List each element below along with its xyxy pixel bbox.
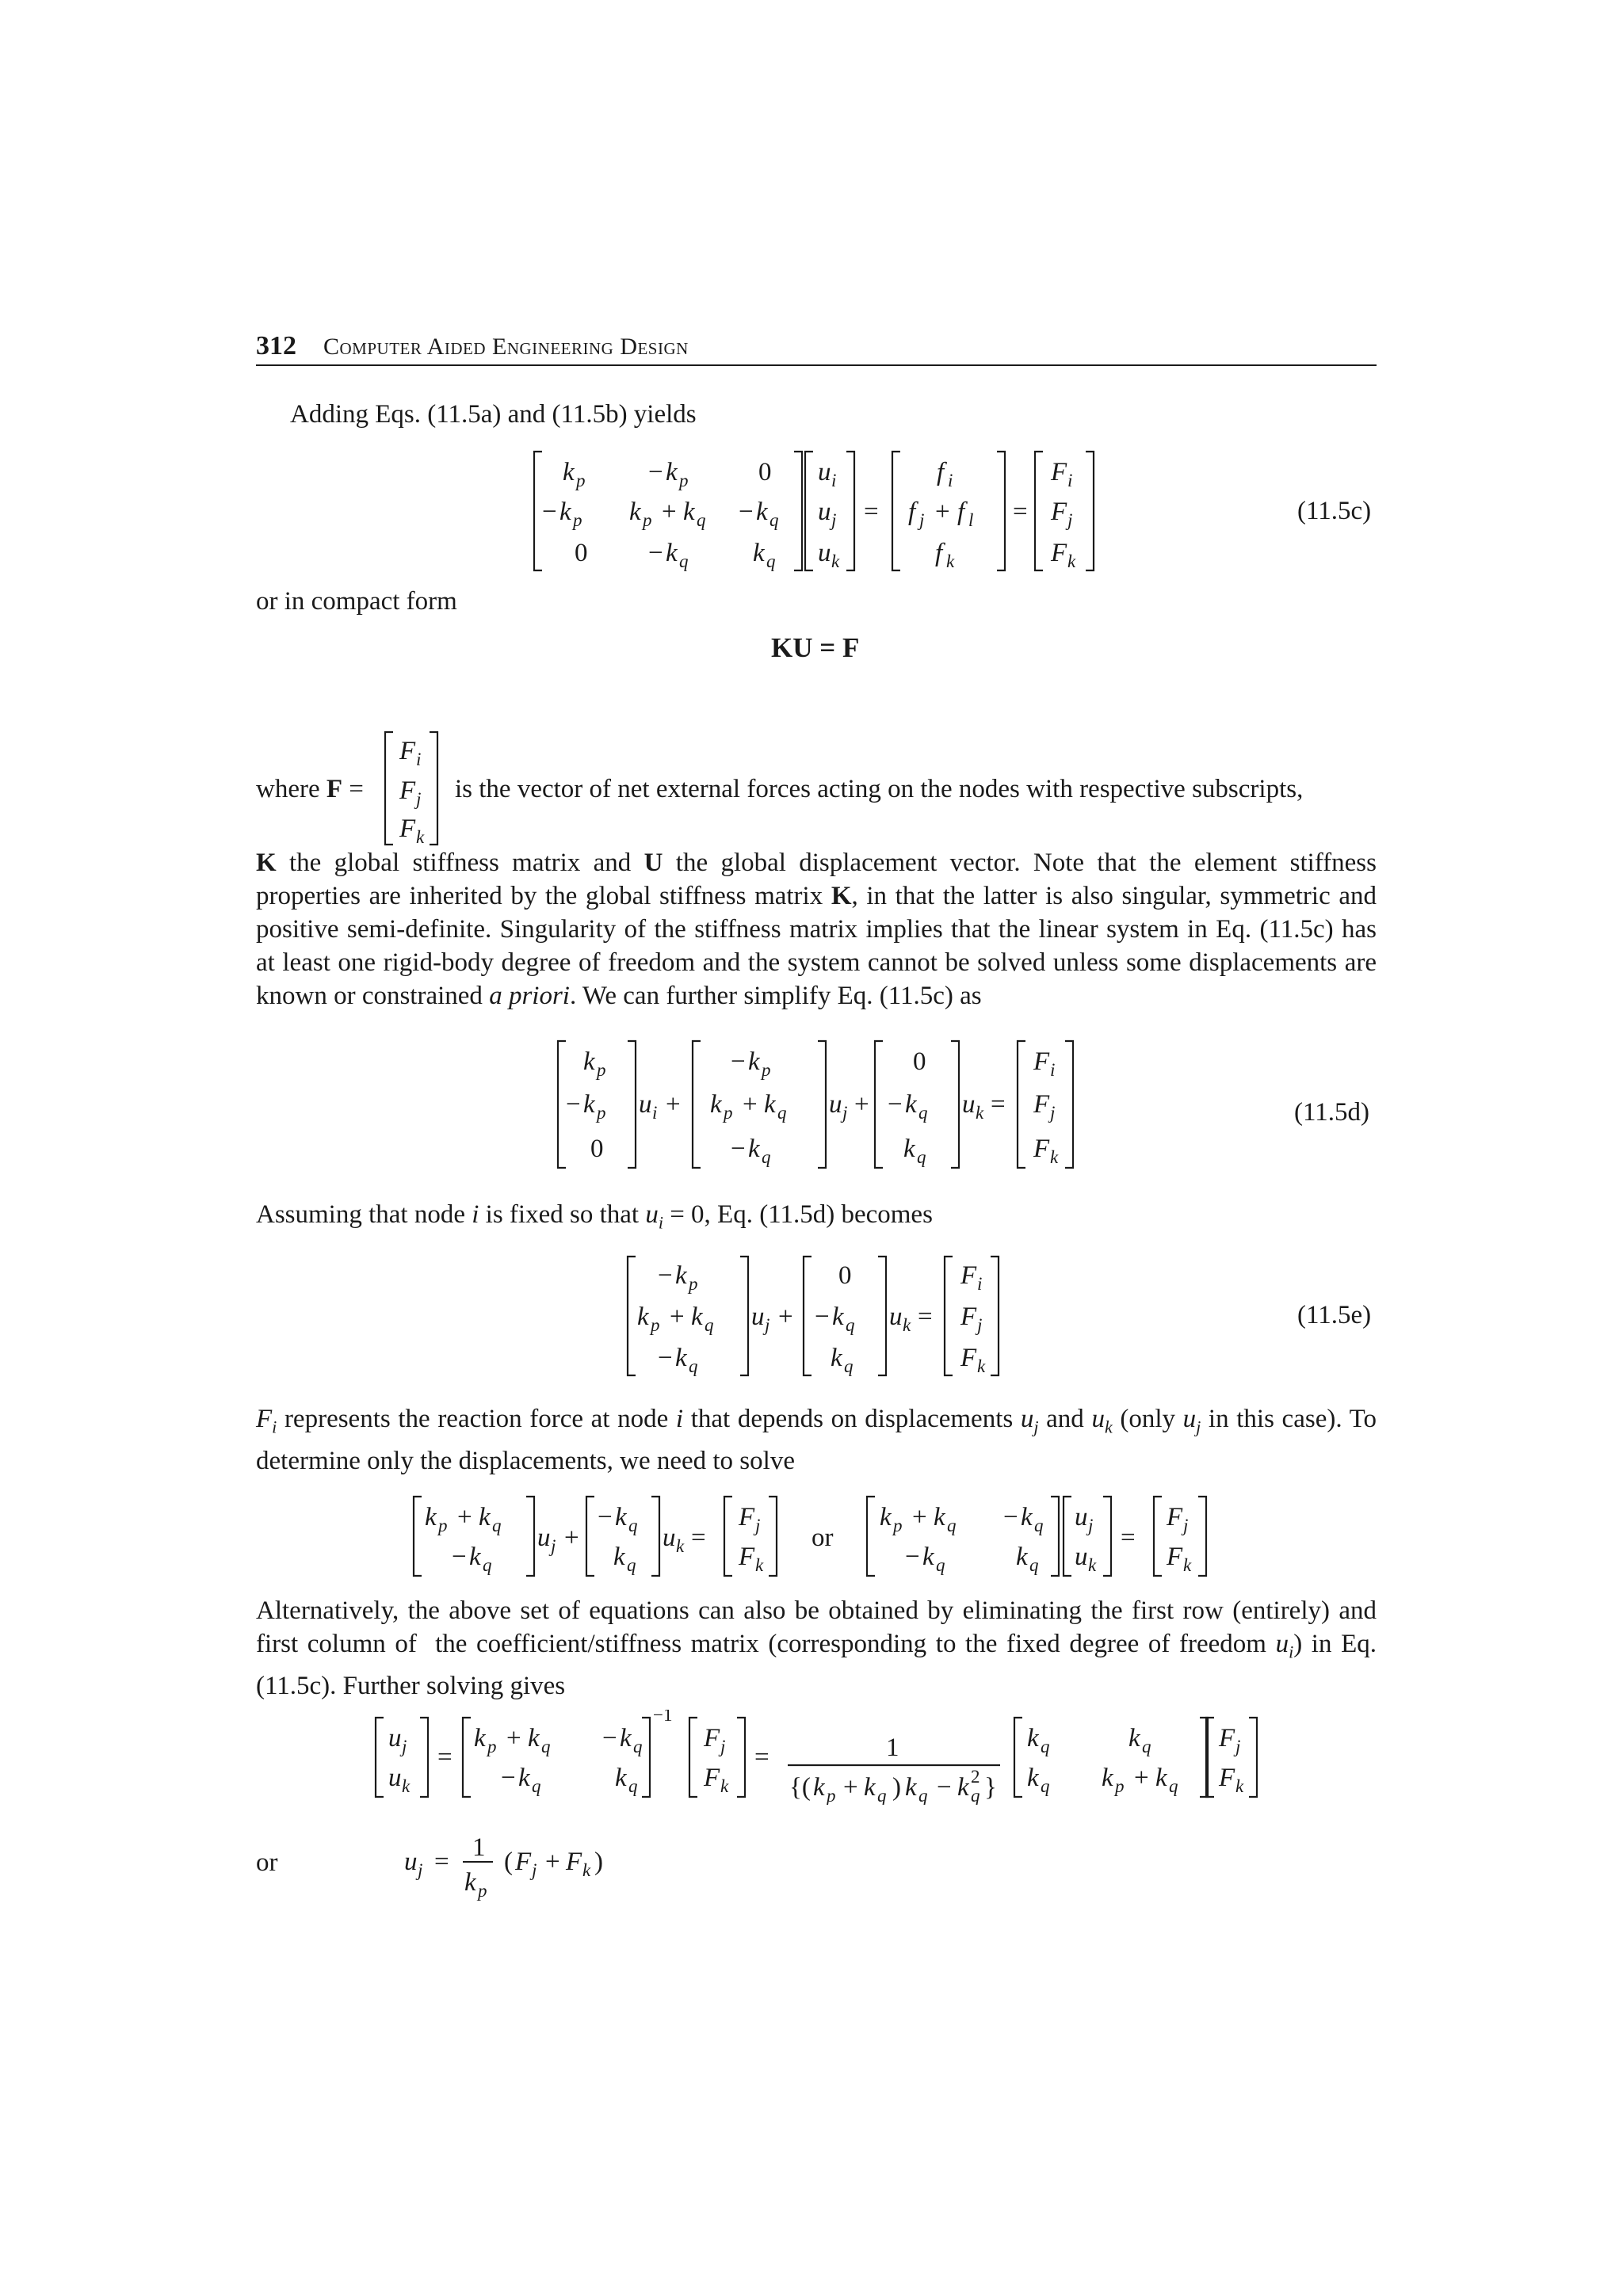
svg-text:+: +	[564, 1524, 579, 1552]
svg-text:i: i	[416, 749, 422, 769]
svg-text:k: k	[583, 1047, 595, 1076]
svg-text:u: u	[889, 1302, 903, 1331]
svg-text:−: −	[937, 1773, 952, 1802]
svg-text:q: q	[917, 1147, 926, 1167]
svg-text:−: −	[731, 1135, 746, 1163]
svg-text:q: q	[628, 1516, 638, 1535]
intro-text: Adding Eqs. (11.5a) and (11.5b) yields	[290, 400, 697, 429]
paragraph-stiffness: K the global stiffness matrix and U the global displacement vector. Note that the element stiffness properties are inherited by the global stiffness matrix K, in that the latter is also singular, symmetric and positive semi-definite. Singularity of the stiffness matrix implies that the linear system in Eq. (11.5c) has at least one rigid-body degree of freedom and the system cannot be solved unless some displacements are known or constrained a priori. We can further simplify Eq. (11.5c) as	[256, 849, 1377, 1010]
svg-text:q: q	[1142, 1737, 1151, 1756]
svg-text:u: u	[663, 1524, 676, 1552]
svg-text:F: F	[399, 814, 416, 843]
svg-text:k: k	[416, 827, 425, 847]
svg-text:k: k	[402, 1776, 411, 1796]
where-suffix: is the vector of net external forces acting on the nodes with respective subscripts,	[455, 775, 1304, 803]
svg-text:+: +	[935, 498, 950, 526]
svg-text:k: k	[691, 1302, 703, 1331]
svg-text:+: +	[743, 1090, 758, 1119]
equation-label-11-5e: (11.5e)	[1297, 1301, 1372, 1329]
svg-text:q: q	[1029, 1555, 1039, 1575]
svg-text:q: q	[627, 1555, 636, 1575]
svg-text:k: k	[675, 1344, 687, 1372]
svg-text:i: i	[831, 471, 837, 490]
svg-text:k: k	[905, 1090, 917, 1119]
svg-text:F: F	[1167, 1503, 1183, 1531]
svg-text:j: j	[416, 789, 422, 809]
svg-text:p: p	[643, 510, 652, 530]
svg-text:p: p	[679, 471, 689, 490]
svg-text:k: k	[831, 551, 840, 571]
svg-text:u: u	[639, 1090, 652, 1119]
svg-text:+: +	[843, 1773, 858, 1802]
svg-text:F: F	[960, 1302, 977, 1331]
svg-text:u: u	[818, 539, 831, 567]
svg-text:−: −	[648, 539, 663, 567]
svg-text:k: k	[583, 1090, 595, 1119]
svg-text:F: F	[739, 1543, 755, 1571]
svg-text:j: j	[1235, 1737, 1241, 1756]
svg-text:j: j	[842, 1103, 848, 1123]
svg-text:f: f	[935, 539, 943, 567]
svg-text:k: k	[1102, 1764, 1113, 1792]
svg-text:k: k	[563, 458, 575, 486]
svg-text:k: k	[1067, 551, 1076, 571]
svg-text:=: =	[991, 1090, 1006, 1119]
svg-text:q: q	[971, 1786, 980, 1805]
svg-text:u: u	[388, 1764, 402, 1792]
svg-text:k: k	[977, 1356, 986, 1376]
svg-text:k: k	[474, 1724, 486, 1753]
svg-text:k: k	[518, 1764, 530, 1792]
svg-text:p: p	[893, 1516, 903, 1535]
svg-text:k: k	[1021, 1503, 1033, 1531]
svg-text:0: 0	[575, 539, 588, 567]
svg-text:k: k	[1027, 1724, 1039, 1753]
svg-text:k: k	[559, 498, 571, 526]
reduced-system	[411, 1493, 1235, 1581]
svg-text:F: F	[1051, 498, 1067, 526]
svg-text:k: k	[905, 1773, 917, 1802]
svg-text:k: k	[1088, 1555, 1097, 1575]
svg-text:k: k	[666, 458, 678, 486]
svg-text:=: =	[434, 1848, 449, 1876]
svg-text:q: q	[777, 1103, 787, 1123]
force-vector	[380, 729, 444, 848]
svg-text:p: p	[478, 1881, 487, 1901]
svg-text:=: =	[864, 498, 879, 526]
svg-text:q: q	[877, 1786, 887, 1805]
svg-text:p: p	[573, 510, 582, 530]
svg-text:F: F	[960, 1344, 977, 1372]
svg-text:u: u	[388, 1724, 402, 1753]
svg-text:q: q	[769, 510, 779, 530]
svg-text:u: u	[751, 1302, 765, 1331]
svg-text:−: −	[731, 1047, 746, 1076]
svg-text:k: k	[934, 1503, 945, 1531]
svg-text:−: −	[566, 1090, 581, 1119]
svg-text:q: q	[689, 1356, 698, 1376]
svg-text:u: u	[962, 1090, 976, 1119]
svg-text:0: 0	[838, 1261, 852, 1290]
svg-text:0: 0	[590, 1135, 604, 1163]
svg-text:p: p	[487, 1737, 497, 1756]
svg-text:k: k	[756, 498, 768, 526]
svg-text:q: q	[633, 1737, 643, 1756]
svg-text:−: −	[888, 1090, 903, 1119]
svg-text:i: i	[1067, 471, 1073, 490]
svg-text:p: p	[827, 1786, 836, 1805]
svg-text:i: i	[652, 1103, 658, 1123]
svg-text:j: j	[919, 510, 925, 530]
svg-text:k: k	[1155, 1764, 1167, 1792]
svg-text:−: −	[648, 458, 663, 486]
svg-text:−: −	[1003, 1503, 1018, 1531]
svg-text:p: p	[689, 1274, 698, 1294]
svg-text:k: k	[755, 1555, 764, 1575]
svg-text:q: q	[766, 551, 776, 571]
svg-text:−: −	[739, 498, 754, 526]
svg-text:F: F	[399, 737, 416, 765]
svg-text:q: q	[679, 551, 689, 571]
svg-text:j: j	[402, 1737, 407, 1756]
svg-text:+: +	[1134, 1764, 1149, 1792]
svg-text:u: u	[537, 1524, 551, 1552]
svg-text:F: F	[1033, 1047, 1050, 1076]
svg-text:k: k	[528, 1724, 540, 1753]
svg-text:q: q	[918, 1103, 928, 1123]
svg-text:−: −	[501, 1764, 516, 1792]
final-equation	[396, 1822, 634, 1901]
svg-text:j: j	[720, 1737, 726, 1756]
svg-text:k: k	[620, 1724, 632, 1753]
svg-text:k: k	[946, 551, 955, 571]
equation-11-5d	[555, 1038, 1078, 1173]
svg-text:k: k	[615, 1764, 627, 1792]
svg-text:k: k	[880, 1503, 892, 1531]
svg-text:−: −	[602, 1724, 617, 1753]
svg-text:j: j	[831, 510, 837, 530]
svg-text:k: k	[1235, 1776, 1244, 1796]
svg-text:k: k	[720, 1776, 729, 1796]
svg-text:): )	[594, 1848, 603, 1876]
svg-text:k: k	[479, 1503, 491, 1531]
header-rule	[256, 364, 1377, 366]
svg-text:F: F	[960, 1261, 977, 1290]
svg-text:=: =	[437, 1743, 453, 1772]
svg-text:F: F	[1167, 1543, 1183, 1571]
svg-text:q: q	[846, 1315, 855, 1335]
svg-text:1: 1	[886, 1733, 899, 1762]
svg-text:k: k	[831, 1344, 842, 1372]
or-label: or	[812, 1524, 834, 1552]
svg-text:q: q	[844, 1356, 854, 1376]
where-prefix: where F =	[256, 775, 364, 803]
svg-text:k: k	[464, 1868, 476, 1897]
svg-text:k: k	[683, 498, 695, 526]
svg-text:q: q	[483, 1555, 492, 1575]
svg-text:f: f	[957, 498, 965, 526]
svg-text:+: +	[662, 498, 677, 526]
svg-text:k: k	[469, 1543, 481, 1571]
svg-text:F: F	[515, 1848, 532, 1876]
svg-text:p: p	[1115, 1776, 1125, 1796]
svg-text:+: +	[506, 1724, 521, 1753]
svg-text:+: +	[666, 1090, 681, 1119]
svg-text:−: −	[452, 1543, 467, 1571]
svg-text:q: q	[541, 1737, 551, 1756]
or-final: or	[256, 1848, 278, 1877]
svg-text:F: F	[1219, 1724, 1235, 1753]
svg-text:1: 1	[472, 1833, 486, 1862]
svg-text:=: =	[1013, 498, 1028, 526]
svg-text:F: F	[1219, 1764, 1235, 1792]
svg-text:F: F	[1051, 539, 1067, 567]
svg-text:q: q	[936, 1555, 945, 1575]
svg-text:=: =	[918, 1302, 933, 1331]
svg-text:0: 0	[758, 458, 772, 486]
svg-text:l: l	[968, 510, 974, 530]
svg-text:q: q	[697, 510, 706, 530]
svg-text:k: k	[675, 1261, 687, 1290]
svg-text:k: k	[903, 1315, 911, 1335]
svg-text:k: k	[666, 539, 678, 567]
svg-text:k: k	[813, 1773, 825, 1802]
svg-text:q: q	[762, 1147, 771, 1167]
svg-text:k: k	[1016, 1543, 1028, 1571]
svg-text:k: k	[1027, 1764, 1039, 1792]
svg-text:F: F	[1051, 458, 1067, 486]
svg-text:j: j	[755, 1516, 761, 1535]
svg-text:−: −	[658, 1344, 673, 1372]
svg-text:q: q	[1041, 1737, 1050, 1756]
svg-text:{(: {(	[789, 1773, 811, 1802]
svg-text:−1: −1	[653, 1710, 673, 1725]
svg-text:q: q	[1041, 1776, 1050, 1796]
svg-text:u: u	[1075, 1543, 1088, 1571]
svg-text:k: k	[1183, 1555, 1192, 1575]
svg-text:+: +	[670, 1302, 685, 1331]
svg-text:k: k	[615, 1503, 627, 1531]
svg-text:F: F	[704, 1724, 720, 1753]
svg-text:p: p	[651, 1315, 660, 1335]
svg-text:2: 2	[971, 1767, 980, 1787]
svg-text:=: =	[691, 1524, 706, 1552]
equation-label-11-5d: (11.5d)	[1294, 1098, 1370, 1127]
svg-text:+: +	[854, 1090, 869, 1119]
svg-text:i: i	[977, 1274, 983, 1294]
svg-text:u: u	[829, 1090, 842, 1119]
svg-text:k: k	[1050, 1147, 1059, 1167]
svg-text:F: F	[739, 1503, 755, 1531]
svg-text:j: j	[1088, 1516, 1094, 1535]
svg-text:k: k	[903, 1135, 915, 1163]
svg-text:F: F	[399, 776, 416, 805]
equation-label-11-5c: (11.5c)	[1297, 497, 1372, 525]
svg-text:−: −	[658, 1261, 673, 1290]
svg-text:q: q	[705, 1315, 714, 1335]
svg-text:k: k	[676, 1536, 685, 1556]
svg-text:u: u	[818, 498, 831, 526]
svg-text:q: q	[1169, 1776, 1178, 1796]
svg-text:p: p	[576, 471, 586, 490]
paragraph-alternative: Alternatively, the above set of equations can also be obtained by eliminating the first row (entirely) and first column of the coefficient/stiffness matrix (corresponding to the fixed degree of freedom $u_i$) in Eq. (11.5c). Further solving gives	[256, 1596, 1377, 1700]
svg-text:k: k	[748, 1135, 760, 1163]
svg-text:0: 0	[913, 1047, 926, 1076]
svg-text:k: k	[832, 1302, 844, 1331]
svg-text:}: }	[984, 1773, 997, 1802]
svg-text:q: q	[1034, 1516, 1044, 1535]
svg-text:k: k	[976, 1103, 984, 1123]
svg-text:q: q	[918, 1786, 928, 1805]
svg-text:i: i	[1050, 1060, 1056, 1080]
svg-text:k: k	[753, 539, 765, 567]
svg-text:p: p	[597, 1103, 606, 1123]
svg-text:p: p	[724, 1103, 733, 1123]
svg-text:+: +	[545, 1848, 560, 1876]
svg-text:F: F	[1033, 1090, 1050, 1119]
svg-text:F: F	[566, 1848, 582, 1876]
svg-text:−: −	[905, 1543, 920, 1571]
svg-text:+: +	[457, 1503, 472, 1531]
svg-text:j: j	[765, 1315, 770, 1335]
paragraph-reaction: $F_i$ represents the reaction force at node i that depends on displacements $u_j$ and $u_k$ (only $u_j$ in this case). To determine only the displacements, we need to solve	[256, 1405, 1377, 1475]
svg-text:q: q	[947, 1516, 957, 1535]
page-number: 312	[256, 331, 296, 360]
svg-text:=: =	[754, 1743, 769, 1772]
svg-text:k: k	[582, 1860, 591, 1880]
svg-text:u: u	[404, 1848, 418, 1876]
solution-equation	[372, 1710, 1276, 1805]
svg-text:i: i	[948, 471, 953, 490]
svg-text:j: j	[1050, 1103, 1056, 1123]
compact-equation: KU = F	[771, 632, 860, 663]
svg-text:−: −	[542, 498, 557, 526]
equation-11-5c	[531, 448, 1117, 575]
svg-text:k: k	[1128, 1724, 1140, 1753]
svg-text:j: j	[1067, 510, 1073, 530]
svg-text:k: k	[957, 1773, 969, 1802]
svg-text:u: u	[1075, 1503, 1088, 1531]
svg-text:k: k	[748, 1047, 760, 1076]
svg-text:j: j	[1183, 1516, 1189, 1535]
svg-text:+: +	[778, 1302, 793, 1331]
svg-text:k: k	[613, 1543, 625, 1571]
equation-11-5e	[624, 1253, 1013, 1380]
svg-text:k: k	[710, 1090, 722, 1119]
svg-text:k: k	[864, 1773, 876, 1802]
svg-text:k: k	[922, 1543, 934, 1571]
svg-text:j: j	[532, 1860, 537, 1880]
compact-form-text: or in compact form	[256, 587, 457, 616]
svg-text:j: j	[977, 1315, 983, 1335]
svg-text:p: p	[762, 1060, 771, 1080]
svg-text:q: q	[532, 1776, 541, 1796]
svg-text:−: −	[815, 1302, 830, 1331]
svg-text:q: q	[492, 1516, 502, 1535]
svg-text:q: q	[628, 1776, 638, 1796]
svg-text:k: k	[425, 1503, 437, 1531]
svg-text:k: k	[629, 498, 641, 526]
svg-text:+: +	[912, 1503, 927, 1531]
assuming-text: Assuming that node i is fixed so that $u_i = 0$, Eq. (11.5d) becomes	[256, 1200, 933, 1233]
running-title: Computer Aided Engineering Design	[323, 334, 689, 360]
svg-text:k: k	[764, 1090, 776, 1119]
svg-text:j: j	[418, 1860, 423, 1880]
svg-text:−: −	[598, 1503, 613, 1531]
svg-text:f: f	[937, 458, 945, 486]
svg-text:j: j	[551, 1536, 556, 1556]
svg-text:f: f	[908, 498, 916, 526]
svg-text:F: F	[704, 1764, 720, 1792]
svg-text:p: p	[438, 1516, 448, 1535]
svg-text:=: =	[1121, 1524, 1136, 1552]
svg-text:u: u	[818, 458, 831, 486]
svg-text:F: F	[1033, 1135, 1050, 1163]
svg-text:(: (	[504, 1848, 513, 1876]
svg-text:): )	[892, 1773, 901, 1802]
svg-text:p: p	[597, 1060, 606, 1080]
svg-text:k: k	[637, 1302, 649, 1331]
